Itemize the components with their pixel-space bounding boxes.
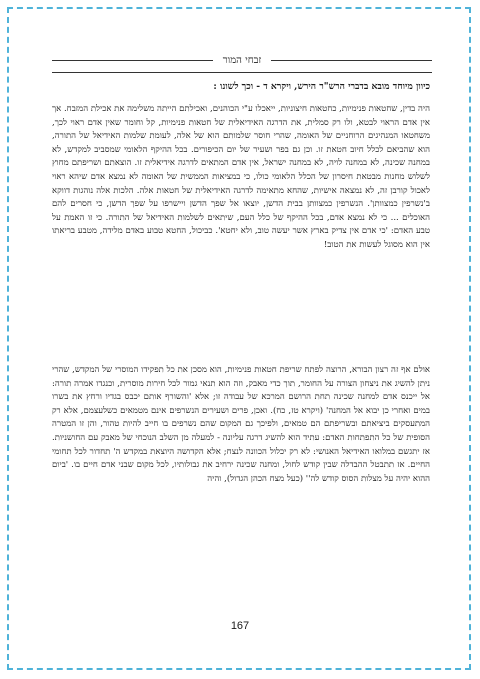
header-underline (52, 72, 432, 73)
paragraph-text: היה בדין, שחטאות פנימיות, כחטאות חיצוניות, ייאכלו ע"י הכוהנים, ואכילתם הייתה משלימה את אכילת המזבח. אך אין אדם הראוי לבטא, ולו רק סמלית, את הדרגה האידיאלית של חטאות פנימיות, קל וחומר שאין אדם ראוי לכך, משחטאו המנהיגים הרוחניים של האומה, שהרי חוסר שלמותם הוא של אלה, לעומת שלמות האידיאל של התורה, הוא שהביאם לכלל חיוב חטאת זו. וכן גם בפר ושעיר של יום הכיפורים. בכל ההיקף הלאומי שמסביב למקדש, לא במחנה שכינה, לא במחנה לויה, לא במחנה ישראל, אין אדם המתאים לדרגה אידיאלית זו. הוצאתם ושריפתם מחוץ לשלוש מחנות מבטאת חיסרון של הכלל הלאומי כולו, כי במציאות הממשית של האומה לא נמצא אדם שיהא ראוי לאכול קורבן זה, לא נמצאה אישיות, שהחא מתאימה לדרגה האידיאלית של חטאות אלה. הלכות אלה נוהגות דווקא ב'נשרפין כמצוותן'. הנשרפין כמצוותן בבית הדשן, יוצאו אל שפך הדשן ויישרפו על שפך הדשן, כי חסרים להם האוכלים ... כי לא נמצא אדם, בכל ההיקף של כלל העם, שיתאים לשלמות האידיאל של התורה. כי זו האמת על טבע האדם: 'כי אדם אין צדיק בארץ אשר יעשה טוב, ולא יחטא'. כביכול, החטא טבוע באדם מלידה, מטבע בריאתו אין הוא מסוגל לעשות את הטוב! (52, 104, 430, 250)
header-rule-right (271, 60, 432, 61)
page-number: 167 (230, 620, 250, 632)
paragraph-text: אולם אף זה רצון הבורא, הרוצה לפתח שריפת חטאות פנימיות, הוא מסכן את כל תפקידו המוסרי של המקדש, שהרי ניתן להשיג את ניצחון הצורה על החומר, תוך כדי מאבק, וזה הוא תנאי גמור לכל חירות מוסרית, וכנגדו אמרה תורה: אל ייכנס אדם למחנה שכינה תחת הרושם המרכא של עבודה זו; אלא 'והשורף אותם יכבס בגדיו ורחץ את בשרו במים ואחרי כן יבוא אל המחנה' (ויקרא טז, כח). ואכן, פרים ושעירים הנשרפים אינם מטמאים כשלעצמם, אלא רק המתעסקים ביציאתם ובשריפתם הם טמאים, ולפיכך גם המקום שהם נשרפים בו חייב להיות טהור, והן זו המטרה הסופית של כל התפתחות האדם: עתיד הוא להשיג דרגה עליונה - למעלה מן השלב הנוכחי של מאבק עם החושניות. אז יתגשם במלואו האידיאל האנושי: לא רק יכלול הכוונה לנצח; אלא הקדושה היוצאת במקדש ה' תחדור לכל תחומי החיים. אז תתבטל ההבדלה שבין קודש לחול, ומחנה שכינה ירחיב את גבולותיו, לכל מקום שבני אדם חיים בו. 'ביום ההוא יהיה על מצלות הסוס קודש לה'' (כעל מצח הכהן הגדול), והיה (52, 365, 430, 484)
paragraph-1 (52, 103, 430, 361)
intro-line: כיוון מיוחד מובא בדברי הרש"ר הירש, ויקרא ד - וכך לשונו : (213, 81, 430, 92)
paragraph-2 (52, 364, 430, 598)
header-title: זבחי המור (222, 54, 262, 66)
header-rule-left (52, 60, 213, 61)
running-header (52, 52, 432, 68)
